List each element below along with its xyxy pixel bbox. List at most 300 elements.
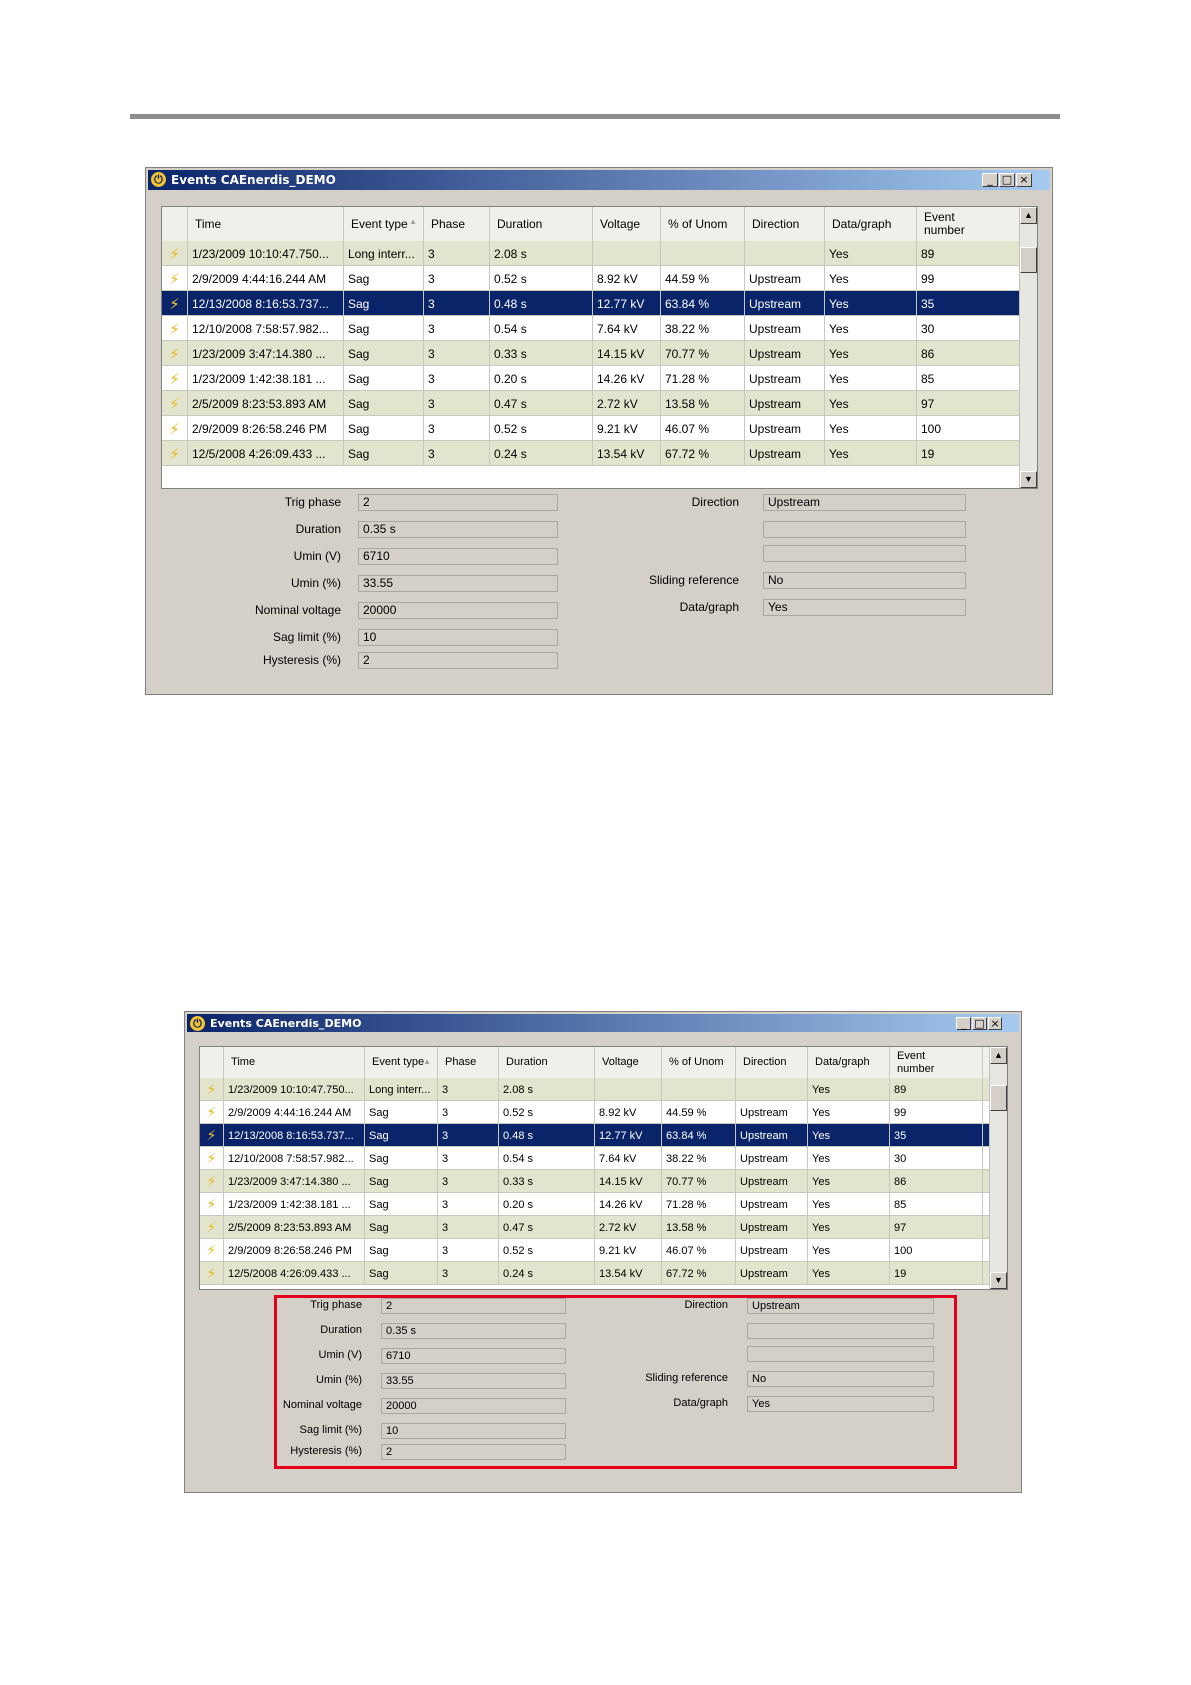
detail-label-direction: Direction <box>691 495 739 509</box>
detail-value-trig-phase: 2 <box>381 1298 566 1314</box>
cell-time: 12/5/2008 4:26:09.433 ... <box>188 441 344 466</box>
event-icon-cell <box>200 1147 224 1170</box>
cell-event-type: Sag <box>365 1170 438 1193</box>
cell-data-graph: Yes <box>808 1147 890 1170</box>
column-header-label: % of Unom <box>668 216 728 231</box>
cell-event-type: Long interr... <box>344 241 424 266</box>
column-header-event-type[interactable] <box>344 207 424 241</box>
cell-phase: 3 <box>438 1216 499 1239</box>
cell-event-number: 89 <box>917 241 1025 266</box>
cell-event-type: Sag <box>365 1124 438 1147</box>
event-icon-cell <box>200 1078 224 1101</box>
maximize-button[interactable]: □ <box>972 1017 987 1030</box>
cell-voltage: 13.54 kV <box>595 1262 662 1285</box>
lightning-bolt-icon: ⚡ <box>206 1196 217 1213</box>
column-header-label: Event type <box>372 1056 425 1068</box>
detail-value-data-graph: Yes <box>763 599 966 616</box>
table-header <box>162 207 1020 242</box>
event-icon-cell <box>200 1262 224 1285</box>
cell-event-type: Sag <box>344 366 424 391</box>
cell-data-graph: Yes <box>825 291 917 316</box>
close-button[interactable]: × <box>1016 173 1032 187</box>
cell-voltage: 7.64 kV <box>593 316 661 341</box>
cell-time: 1/23/2009 3:47:14.380 ... <box>188 341 344 366</box>
column-header-label: Time <box>231 1056 256 1068</box>
cell-event-number: 19 <box>917 441 1025 466</box>
detail-label-trig-phase: Trig phase <box>310 1299 362 1311</box>
cell-direction: Upstream <box>745 266 825 291</box>
cell-event-number: 85 <box>917 366 1025 391</box>
detail-label-umin: Umin (%) <box>291 576 341 590</box>
cell-pct-unom <box>661 241 745 266</box>
column-header-label: Phase <box>431 216 466 231</box>
cell-direction: Upstream <box>745 416 825 441</box>
app-logo-icon: ⏻ <box>190 1016 205 1031</box>
cell-phase: 3 <box>424 441 490 466</box>
close-button[interactable]: × <box>988 1017 1003 1030</box>
detail-value-empty-2 <box>763 545 966 562</box>
detail-label-sag-limit: Sag limit (%) <box>272 630 341 644</box>
cell-pct-unom <box>662 1078 736 1101</box>
cell-pct-unom: 46.07 % <box>661 416 745 441</box>
cell-voltage <box>595 1078 662 1101</box>
cell-phase: 3 <box>424 366 490 391</box>
table-row[interactable] <box>200 1262 990 1285</box>
lightning-bolt-icon: ⚡ <box>169 294 180 313</box>
cell-data-graph: Yes <box>808 1101 890 1124</box>
details-highlight-box <box>274 1295 957 1469</box>
scroll-down-arrow-icon[interactable]: ▼ <box>1020 471 1037 488</box>
cell-voltage: 14.26 kV <box>595 1193 662 1216</box>
detail-label-hysteresis: Hysteresis (%) <box>262 653 341 667</box>
detail-value-sag-limit: 10 <box>358 629 558 646</box>
detail-label-direction: Direction <box>684 1299 728 1311</box>
detail-value-data-graph: Yes <box>747 1396 934 1412</box>
detail-value-umin-v: 6710 <box>381 1348 566 1364</box>
cell-event-number: 30 <box>890 1147 983 1170</box>
cell-data-graph: Yes <box>808 1262 890 1285</box>
cell-duration: 0.47 s <box>490 391 593 416</box>
table-row[interactable] <box>162 266 1020 291</box>
lightning-bolt-icon: ⚡ <box>169 419 180 438</box>
cell-duration: 0.52 s <box>499 1239 595 1262</box>
column-header-label: Duration <box>506 1056 548 1068</box>
cell-pct-unom: 70.77 % <box>662 1170 736 1193</box>
cell-voltage: 7.64 kV <box>595 1147 662 1170</box>
detail-label-data-graph: Data/graph <box>679 600 739 614</box>
cell-event-number: 35 <box>917 291 1025 316</box>
detail-value-duration: 0.35 s <box>358 521 558 538</box>
detail-label-hysteresis: Hysteresis (%) <box>290 1445 362 1457</box>
lightning-bolt-icon: ⚡ <box>169 319 180 338</box>
vertical-scrollbar[interactable] <box>989 1047 1007 1289</box>
minimize-button[interactable]: _ <box>956 1017 971 1030</box>
maximize-button[interactable]: □ <box>999 173 1015 187</box>
cell-direction: Upstream <box>745 291 825 316</box>
page-header-rule <box>130 114 1060 119</box>
cell-event-type: Long interr... <box>365 1078 438 1101</box>
cell-direction: Upstream <box>745 441 825 466</box>
detail-label-umin-v: Umin (V) <box>293 549 341 563</box>
lightning-bolt-icon: ⚡ <box>169 269 180 288</box>
cell-direction <box>736 1078 808 1101</box>
detail-label-duration: Duration <box>320 1324 362 1336</box>
cell-phase: 3 <box>438 1078 499 1101</box>
cell-data-graph: Yes <box>808 1170 890 1193</box>
sort-ascending-icon: ▲ <box>409 217 417 226</box>
cell-pct-unom: 38.22 % <box>661 316 745 341</box>
cell-direction: Upstream <box>736 1239 808 1262</box>
cell-phase: 3 <box>438 1147 499 1170</box>
cell-event-number: 19 <box>890 1262 983 1285</box>
cell-pct-unom: 44.59 % <box>661 266 745 291</box>
cell-pct-unom: 70.77 % <box>661 341 745 366</box>
cell-direction: Upstream <box>736 1124 808 1147</box>
cell-data-graph: Yes <box>808 1216 890 1239</box>
scrollbar-thumb[interactable] <box>1020 247 1037 273</box>
table-row[interactable] <box>162 366 1020 391</box>
column-header-label: Voltage <box>600 216 641 231</box>
column-header-label: % of Unom <box>669 1056 724 1068</box>
cell-time: 12/5/2008 4:26:09.433 ... <box>224 1262 365 1285</box>
cell-voltage: 8.92 kV <box>595 1101 662 1124</box>
table-row[interactable] <box>200 1101 990 1124</box>
cell-direction: Upstream <box>745 366 825 391</box>
detail-value-direction: Upstream <box>763 494 966 511</box>
cell-phase: 3 <box>424 391 490 416</box>
cell-time: 1/23/2009 3:47:14.380 ... <box>224 1170 365 1193</box>
lightning-bolt-icon: ⚡ <box>169 369 180 388</box>
cell-data-graph: Yes <box>825 416 917 441</box>
table-row[interactable] <box>162 316 1020 341</box>
detail-label-nominal-voltage: Nominal voltage <box>282 1399 362 1411</box>
cell-time: 2/9/2009 8:26:58.246 PM <box>224 1239 365 1262</box>
event-icon-cell <box>162 391 188 416</box>
cell-pct-unom: 44.59 % <box>662 1101 736 1124</box>
detail-value-sliding-reference: No <box>763 572 966 589</box>
detail-value-sliding-reference: No <box>747 1371 934 1387</box>
cell-direction: Upstream <box>736 1101 808 1124</box>
lightning-bolt-icon: ⚡ <box>206 1242 217 1259</box>
cell-event-number: 100 <box>890 1239 983 1262</box>
cell-duration: 0.24 s <box>490 441 593 466</box>
cell-direction: Upstream <box>745 391 825 416</box>
cell-time: 1/23/2009 1:42:38.181 ... <box>188 366 344 391</box>
detail-value-hysteresis: 2 <box>381 1444 566 1460</box>
cell-event-number: 85 <box>890 1193 983 1216</box>
title-bar <box>187 1014 1019 1032</box>
cell-direction: Upstream <box>745 316 825 341</box>
lightning-bolt-icon: ⚡ <box>169 394 180 413</box>
cell-phase: 3 <box>438 1239 499 1262</box>
cell-duration: 0.33 s <box>499 1170 595 1193</box>
cell-event-number: 100 <box>917 416 1025 441</box>
events-table[interactable] <box>161 206 1038 489</box>
column-header-time[interactable] <box>224 1047 365 1078</box>
cell-duration: 0.24 s <box>499 1262 595 1285</box>
column-header-duration[interactable] <box>499 1047 595 1078</box>
window-title: Events CAEnerdis_DEMO <box>210 1017 362 1030</box>
header-icon-column[interactable] <box>200 1047 224 1078</box>
column-header-data-graph[interactable] <box>825 207 917 241</box>
column-header-direction[interactable] <box>745 207 825 241</box>
cell-event-type: Sag <box>344 391 424 416</box>
cell-duration: 2.08 s <box>499 1078 595 1101</box>
scroll-up-arrow-icon[interactable]: ▲ <box>990 1047 1007 1064</box>
cell-duration: 0.20 s <box>499 1193 595 1216</box>
cell-phase: 3 <box>424 241 490 266</box>
events-window-top <box>145 167 1053 695</box>
title-bar <box>148 170 1050 190</box>
table-row[interactable] <box>200 1078 990 1101</box>
cell-time: 1/23/2009 1:42:38.181 ... <box>224 1193 365 1216</box>
vertical-scrollbar[interactable] <box>1019 207 1037 488</box>
cell-phase: 3 <box>424 291 490 316</box>
cell-voltage: 12.77 kV <box>595 1124 662 1147</box>
cell-phase: 3 <box>424 316 490 341</box>
table-row[interactable] <box>200 1170 990 1193</box>
header-icon-column[interactable] <box>162 207 188 241</box>
detail-value-direction: Upstream <box>747 1298 934 1314</box>
cell-direction: Upstream <box>745 341 825 366</box>
detail-label-duration: Duration <box>295 522 341 536</box>
column-header-phase[interactable] <box>438 1047 499 1078</box>
cell-duration: 0.47 s <box>499 1216 595 1239</box>
cell-time: 2/9/2009 8:26:58.246 PM <box>188 416 344 441</box>
table-row-selected[interactable] <box>200 1124 990 1147</box>
column-header-duration[interactable] <box>490 207 593 241</box>
column-header-direction[interactable] <box>736 1047 808 1078</box>
cell-phase: 3 <box>438 1193 499 1216</box>
cell-voltage: 12.77 kV <box>593 291 661 316</box>
cell-event-type: Sag <box>344 266 424 291</box>
column-header-event-number[interactable] <box>917 207 1025 241</box>
cell-event-type: Sag <box>365 1193 438 1216</box>
cell-voltage: 9.21 kV <box>595 1239 662 1262</box>
cell-data-graph: Yes <box>808 1078 890 1101</box>
table-row[interactable] <box>162 241 1020 266</box>
column-header-label: Data/graph <box>815 1056 870 1068</box>
cell-phase: 3 <box>438 1124 499 1147</box>
detail-label-data-graph: Data/graph <box>673 1397 728 1409</box>
cell-event-number: 89 <box>890 1078 983 1101</box>
event-icon-cell <box>162 291 188 316</box>
cell-time: 1/23/2009 10:10:47.750... <box>224 1078 365 1101</box>
cell-voltage: 14.15 kV <box>595 1170 662 1193</box>
detail-value-trig-phase: 2 <box>358 494 558 511</box>
cell-direction: Upstream <box>736 1147 808 1170</box>
detail-value-hysteresis: 2 <box>358 652 558 669</box>
minimize-button[interactable]: _ <box>982 173 998 187</box>
cell-direction <box>745 241 825 266</box>
lightning-bolt-icon: ⚡ <box>169 244 180 263</box>
event-icon-cell <box>200 1170 224 1193</box>
cell-event-number: 99 <box>890 1101 983 1124</box>
cell-data-graph: Yes <box>808 1193 890 1216</box>
event-icon-cell <box>200 1101 224 1124</box>
event-icon-cell <box>162 341 188 366</box>
lightning-bolt-icon: ⚡ <box>206 1104 217 1121</box>
cell-event-type: Sag <box>365 1262 438 1285</box>
column-header-data-graph[interactable] <box>808 1047 890 1078</box>
column-header-label: Direction <box>752 216 800 231</box>
column-header-time[interactable] <box>188 207 344 241</box>
scroll-up-arrow-icon[interactable]: ▲ <box>1020 207 1037 224</box>
detail-label-sag-limit: Sag limit (%) <box>299 1424 362 1436</box>
column-header-label: Event type <box>351 216 408 231</box>
table-row[interactable] <box>200 1216 990 1239</box>
detail-value-nominal-voltage: 20000 <box>358 602 558 619</box>
detail-value-empty-1 <box>763 521 966 538</box>
cell-duration: 0.52 s <box>490 266 593 291</box>
cell-event-type: Sag <box>344 441 424 466</box>
cell-time: 2/9/2009 4:44:16.244 AM <box>224 1101 365 1124</box>
cell-duration: 0.20 s <box>490 366 593 391</box>
cell-duration: 0.48 s <box>490 291 593 316</box>
lightning-bolt-icon: ⚡ <box>169 344 180 363</box>
event-icon-cell <box>200 1216 224 1239</box>
column-header-event-number[interactable] <box>890 1047 983 1078</box>
column-header-label: Direction <box>743 1056 787 1068</box>
lightning-bolt-icon: ⚡ <box>206 1173 217 1190</box>
cell-data-graph: Yes <box>825 391 917 416</box>
cell-duration: 0.54 s <box>499 1147 595 1170</box>
event-icon-cell <box>162 441 188 466</box>
column-header-label: Data/graph <box>832 216 892 231</box>
column-header-event-type[interactable] <box>365 1047 438 1078</box>
cell-phase: 3 <box>424 416 490 441</box>
event-icon-cell <box>200 1124 224 1147</box>
table-row[interactable] <box>200 1239 990 1262</box>
scroll-down-arrow-icon[interactable]: ▼ <box>990 1272 1007 1289</box>
cell-pct-unom: 38.22 % <box>662 1147 736 1170</box>
cell-event-type: Sag <box>344 341 424 366</box>
column-header-label: Duration <box>497 216 543 231</box>
column-header-label: Phase <box>445 1056 477 1068</box>
sort-ascending-icon: ▲ <box>423 1057 431 1066</box>
cell-pct-unom: 46.07 % <box>662 1239 736 1262</box>
detail-label-umin-v: Umin (V) <box>318 1349 362 1361</box>
event-icon-cell <box>162 316 188 341</box>
cell-event-type: Sag <box>365 1147 438 1170</box>
app-logo-icon: ⏻ <box>151 172 166 187</box>
event-icon-cell <box>162 266 188 291</box>
column-header-label: Event number <box>924 210 965 237</box>
cell-direction: Upstream <box>736 1193 808 1216</box>
cell-voltage <box>593 241 661 266</box>
lightning-bolt-icon: ⚡ <box>206 1265 217 1282</box>
detail-label-umin: Umin (%) <box>316 1374 362 1386</box>
column-header-voltage[interactable] <box>593 207 661 241</box>
cell-duration: 0.54 s <box>490 316 593 341</box>
cell-time: 12/10/2008 7:58:57.982... <box>188 316 344 341</box>
cell-voltage: 14.26 kV <box>593 366 661 391</box>
cell-event-number: 30 <box>917 316 1025 341</box>
table-row-selected[interactable] <box>162 291 1020 316</box>
column-header-phase[interactable] <box>424 207 490 241</box>
table-row[interactable] <box>162 416 1020 441</box>
cell-phase: 3 <box>438 1170 499 1193</box>
cell-duration: 0.33 s <box>490 341 593 366</box>
table-row[interactable] <box>162 441 1020 466</box>
cell-direction: Upstream <box>736 1262 808 1285</box>
lightning-bolt-icon: ⚡ <box>169 444 180 463</box>
detail-value-umin: 33.55 <box>381 1373 566 1389</box>
cell-event-number: 86 <box>917 341 1025 366</box>
column-header-label: Time <box>195 216 222 231</box>
cell-data-graph: Yes <box>825 366 917 391</box>
cell-voltage: 2.72 kV <box>593 391 661 416</box>
cell-time: 12/13/2008 8:16:53.737... <box>188 291 344 316</box>
event-icon-cell <box>200 1193 224 1216</box>
cell-phase: 3 <box>438 1101 499 1124</box>
detail-value-sag-limit: 10 <box>381 1423 566 1439</box>
cell-pct-unom: 71.28 % <box>661 366 745 391</box>
cell-event-number: 86 <box>890 1170 983 1193</box>
cell-data-graph: Yes <box>808 1239 890 1262</box>
cell-data-graph: Yes <box>825 266 917 291</box>
table-header <box>200 1047 990 1079</box>
cell-phase: 3 <box>438 1262 499 1285</box>
cell-event-type: Sag <box>365 1101 438 1124</box>
cell-pct-unom: 67.72 % <box>661 441 745 466</box>
lightning-bolt-icon: ⚡ <box>206 1219 217 1236</box>
cell-data-graph: Yes <box>825 241 917 266</box>
cell-duration: 2.08 s <box>490 241 593 266</box>
cell-data-graph: Yes <box>825 441 917 466</box>
scrollbar-thumb[interactable] <box>990 1085 1007 1111</box>
cell-event-type: Sag <box>365 1216 438 1239</box>
events-table[interactable] <box>199 1046 1008 1290</box>
cell-pct-unom: 13.58 % <box>661 391 745 416</box>
cell-pct-unom: 13.58 % <box>662 1216 736 1239</box>
cell-event-number: 99 <box>917 266 1025 291</box>
table-row[interactable] <box>200 1147 990 1170</box>
cell-pct-unom: 67.72 % <box>662 1262 736 1285</box>
cell-voltage: 13.54 kV <box>593 441 661 466</box>
cell-time: 2/9/2009 4:44:16.244 AM <box>188 266 344 291</box>
table-row[interactable] <box>200 1193 990 1216</box>
column-header-pct-unom[interactable] <box>661 207 745 241</box>
cell-pct-unom: 71.28 % <box>662 1193 736 1216</box>
column-header-label: Voltage <box>602 1056 639 1068</box>
event-icon-cell <box>162 241 188 266</box>
lightning-bolt-icon: ⚡ <box>206 1081 217 1098</box>
table-row[interactable] <box>162 341 1020 366</box>
cell-time: 12/10/2008 7:58:57.982... <box>224 1147 365 1170</box>
table-row[interactable] <box>162 391 1020 416</box>
cell-voltage: 9.21 kV <box>593 416 661 441</box>
cell-data-graph: Yes <box>825 316 917 341</box>
cell-event-number: 97 <box>917 391 1025 416</box>
column-header-pct-unom[interactable] <box>662 1047 736 1078</box>
cell-phase: 3 <box>424 341 490 366</box>
event-icon-cell <box>200 1239 224 1262</box>
cell-time: 2/5/2009 8:23:53.893 AM <box>224 1216 365 1239</box>
event-icon-cell <box>162 416 188 441</box>
detail-value-nominal-voltage: 20000 <box>381 1398 566 1414</box>
cell-voltage: 2.72 kV <box>595 1216 662 1239</box>
cell-event-type: Sag <box>344 416 424 441</box>
cell-event-type: Sag <box>344 316 424 341</box>
cell-event-number: 35 <box>890 1124 983 1147</box>
cell-phase: 3 <box>424 266 490 291</box>
cell-voltage: 14.15 kV <box>593 341 661 366</box>
lightning-bolt-icon: ⚡ <box>206 1127 217 1144</box>
cell-direction: Upstream <box>736 1170 808 1193</box>
cell-event-type: Sag <box>365 1239 438 1262</box>
column-header-voltage[interactable] <box>595 1047 662 1078</box>
